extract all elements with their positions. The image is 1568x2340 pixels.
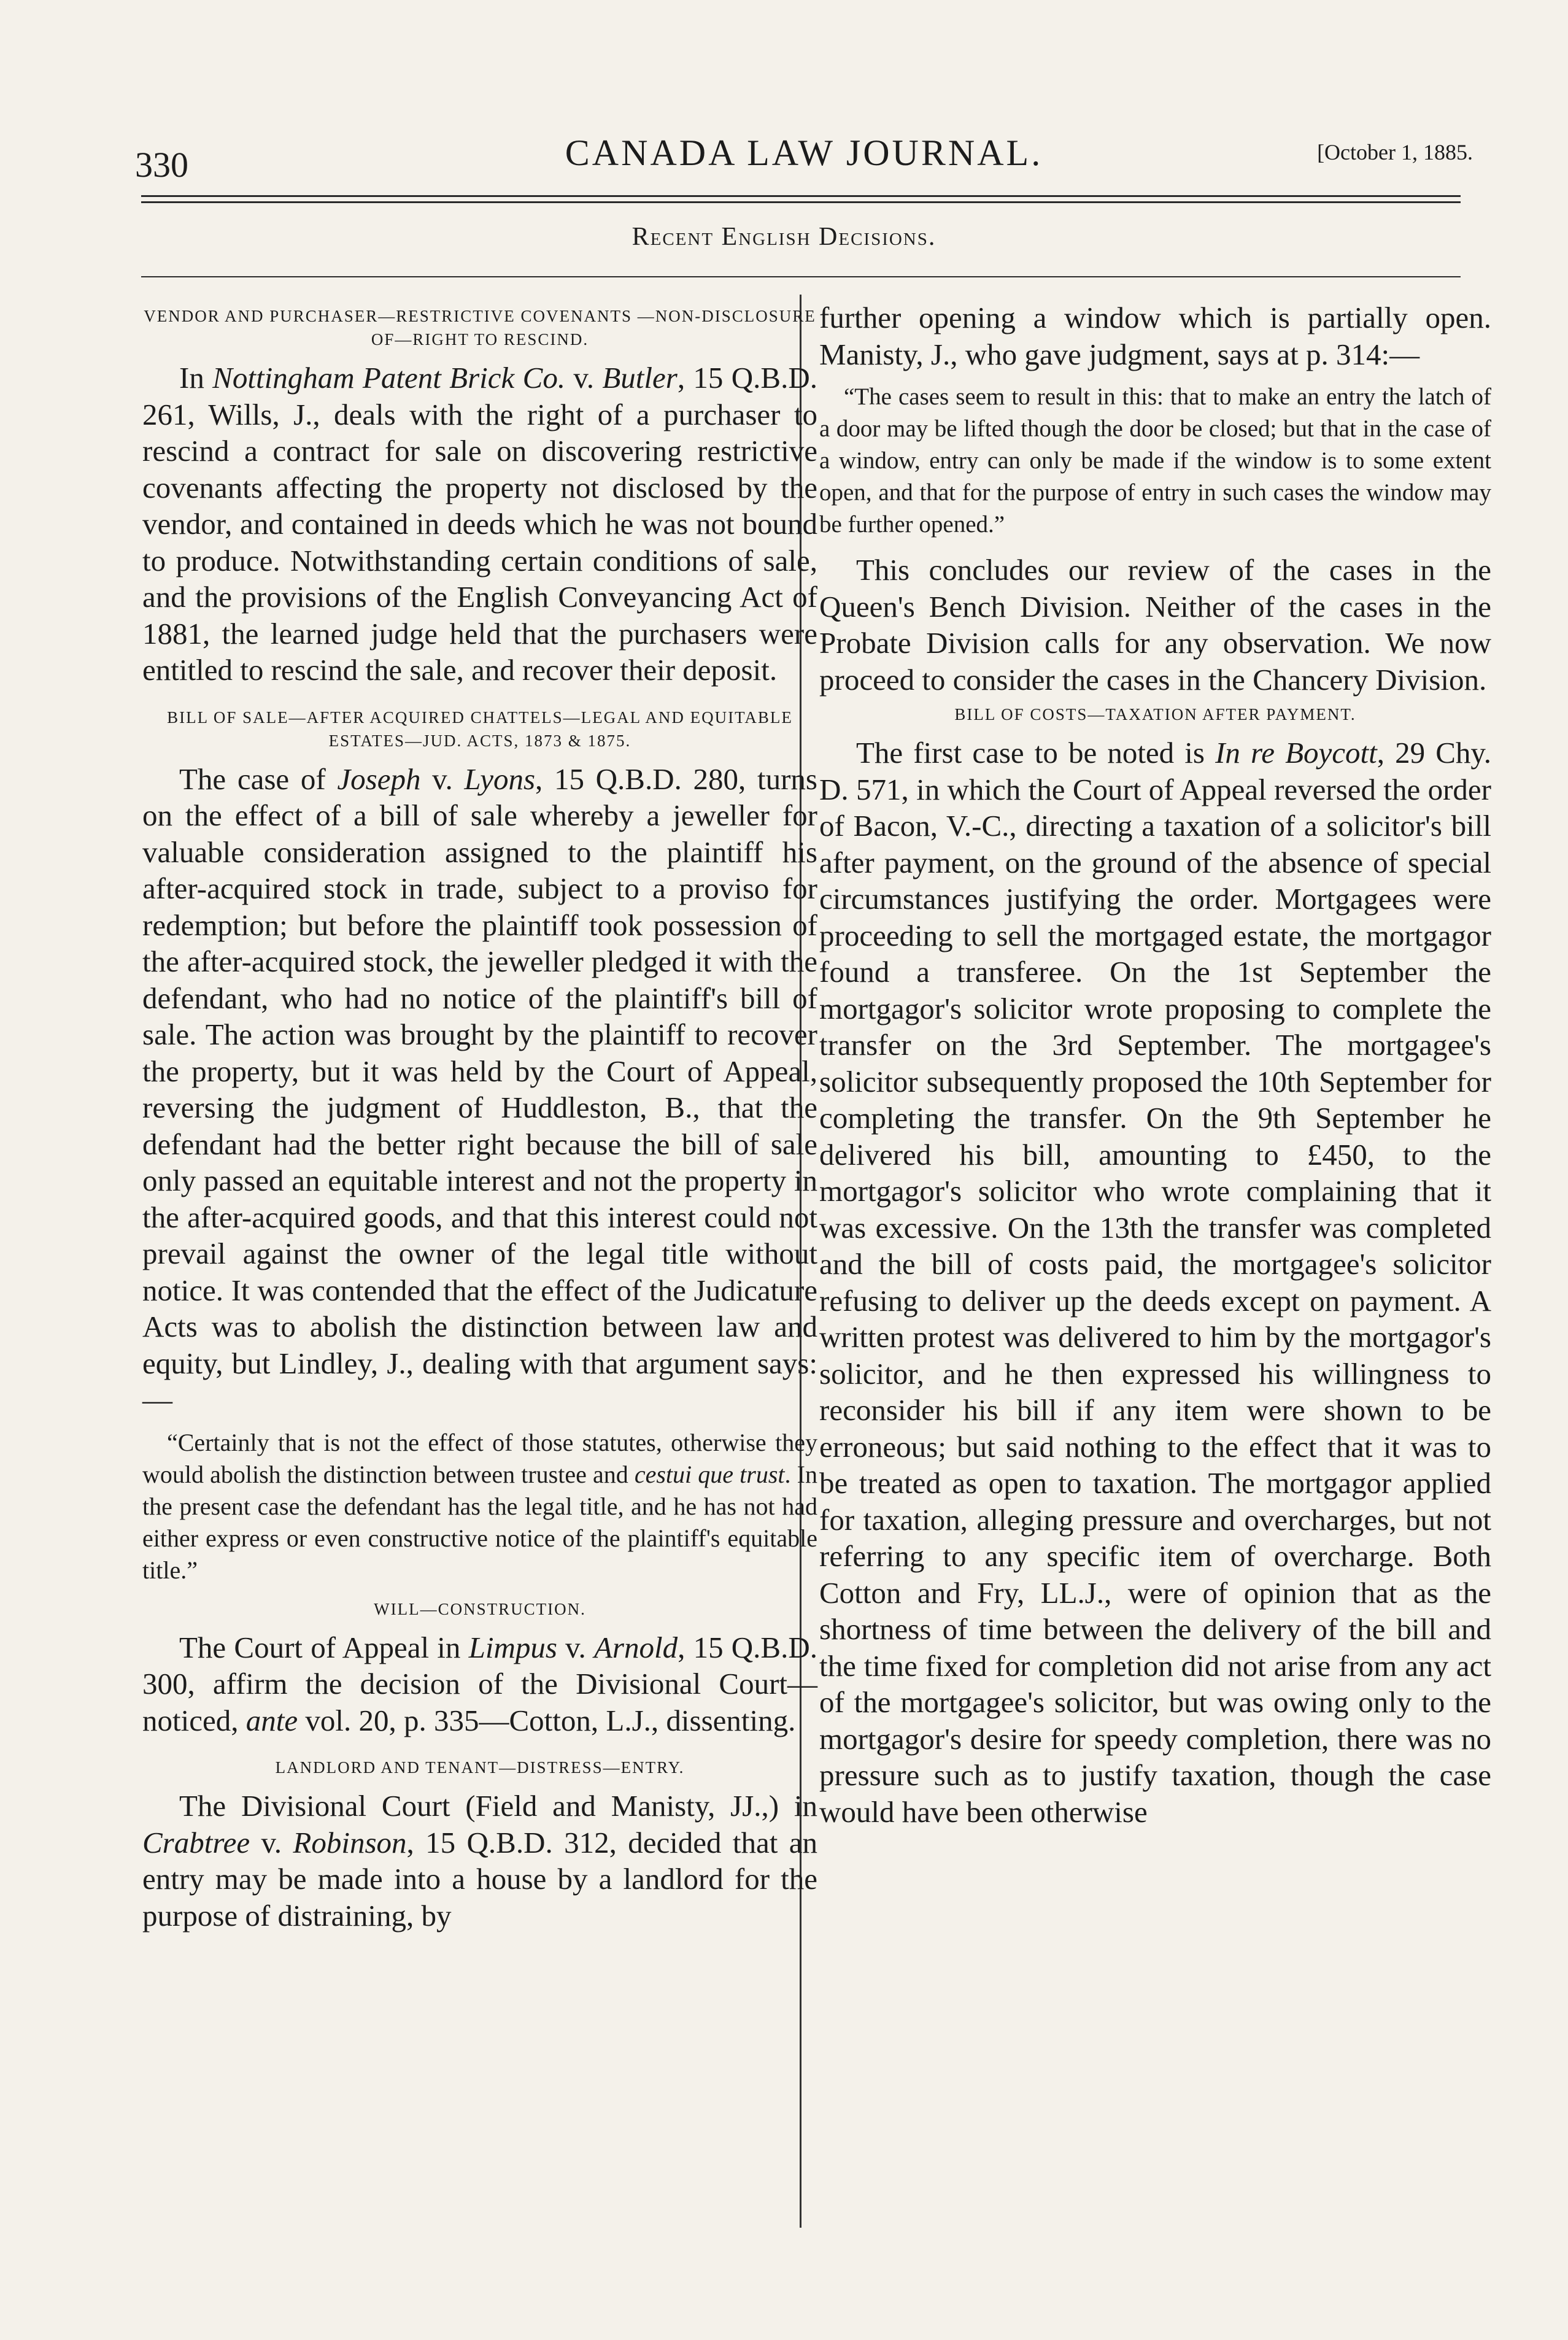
text: In: [179, 361, 213, 395]
text: v.: [420, 762, 465, 796]
text: The first case to be noted is: [856, 736, 1216, 770]
section-rule: [141, 276, 1461, 277]
text: v.: [250, 1825, 293, 1859]
running-head: [135, 126, 1473, 185]
subheading-bill-of-sale: BILL OF SALE—AFTER ACQUIRED CHATTELS—LEGAL AND EQUITABLE ESTATES—JUD. ACTS, 1873 & 1875.: [167, 708, 793, 750]
spacer: [142, 689, 817, 701]
text: The case of: [179, 762, 338, 796]
subheading-vendor-purchaser: VENDOR AND PURCHASER—RESTRICTIVE COVENANTS —NON-DISCLOSURE OF—RIGHT TO RESCIND.: [144, 307, 816, 349]
paragraph: [142, 360, 817, 689]
italic-term: cestui que trust: [634, 1460, 785, 1488]
text: , 15 Q.B.D. 300, affirm the decision of the Divisional Court—noticed,: [142, 1630, 817, 1737]
spacer: [142, 1739, 817, 1751]
text: vol. 20, p. 335—Cotton, L.J., dissenting.: [298, 1703, 796, 1737]
case-name: Joseph: [337, 762, 421, 796]
text: “Certainly that is not the effect of those statutes, otherwise they would abolish the distinction between trustee and: [142, 1428, 817, 1488]
subheading-will-construction: WILL—CONSTRUCTION.: [374, 1599, 586, 1618]
header-rule: [141, 195, 1461, 197]
text: v.: [565, 361, 603, 395]
text: The Divisional Court (Field and Manisty, JJ.,) in: [179, 1789, 817, 1823]
right-column: [819, 299, 1491, 1830]
text: , 15 Q.B.D. 261, Wills, J., deals with the right of a purchaser to rescind a contract for sale on discovering restrictive covenants affecting the property not disclosed by the vendor, and contained in deeds which he was not bound to produce. Notwithstanding certain conditions of sale, and the provisions of the English Conveyancing Act of 1881, the learned judge held that the purchasers were entitled to rescind the sale, and recover their deposit.: [142, 361, 817, 687]
text: , 29 Chy. D. 571, in which the Court of Appeal reversed the order of Bacon, V.-C., directing a taxation of a solicitor's bill after payment, on the ground of the absence of special circumstances justifying the order. Mortgagees were proceeding to sell the mortgaged estate, the mortgagor found a transferee. On the 1st September the mortgagor's solicitor wrote proposing to complete the transfer on the 3rd September. The mortgagee's solicitor subsequently proposed the 10th September for completing the transfer. On the 9th September he delivered his bill, amounting to £450, to the mortgagor's solicitor who wrote complaining that it was excessive. On the 13th the transfer was completed and the bill of costs paid, the mortgagee's solicitor refusing to deliver up the deeds except on payment. A written protest was delivered to him by the mortgagor's solicitor, and he then expressed his willingness to reconsider his bill if any item were shown to be erroneous; but said nothing to the effect that it was to be treated as open to taxation. The mortgagor applied for taxation, alleging pressure and overcharges, but not referring to any specific item of overcharge. Both Cotton and Fry, LL.J., were of opinion that as the shortness of time between the delivery of the bill and the time fixed for completion did not arise from any act of the mortgagee's solicitor, but was owing only to the mortgagor's desire for speedy completion, there was no pressure such as to justify taxation, though the case would have been otherwise: [819, 736, 1491, 1829]
text: , 15 Q.B.D. 280, turns on the effect of a bill of sale whereby a jeweller for valuable consideration assigned to the plaintiff his after-acquired stock in trade, subject to a proviso for redemption; but before the plaintiff took possession of the after-acquired stock, the jeweller pledged it with the defendant, who had no notice of the plaintiff's bill of sale. The action was brought by the plaintiff to recover the property, but it was held by the Court of Appeal, reversing the judgment of Huddleston, B., that the defendant had the better right because the bill of sale only passed an equitable interest and not the property in the after-acquired goods, and that this interest could not prevail against the owner of the legal title without notice. It was contended that the effect of the Judicature Acts was to abolish the distinction between law and equity, but Lindley, J., dealing with that argument says:—: [142, 762, 817, 1416]
case-name: Robinson: [293, 1825, 407, 1859]
paragraph: [142, 1788, 817, 1934]
block-quote: “The cases seem to result in this: that to make an entry the latch of a door may be lifted though the door be closed; but that in the case of a window, entry can only be made if the window is to some extent open, and that for the purpose of entry in such cases the window may be further opened.”: [819, 384, 1491, 538]
paragraph-continued: further opening a window which is partially open. Manisty, J., who gave judgment, says at p. 314:—: [819, 301, 1491, 371]
paragraph: This concludes our review of the cases in the Queen's Bench Division. Neither of the cases in the Probate Division calls for any observation. We now proceed to consider the cases in the Chancery Division.: [819, 553, 1491, 697]
italic-term: ante: [245, 1703, 298, 1737]
paragraph: [142, 1629, 817, 1739]
issue-date: [October 1, 1885.: [1317, 140, 1473, 164]
text: . In the present case the defendant has the legal title, and he has not had either express or even constructive notice of the plaintiff's equitable title.”: [142, 1460, 817, 1584]
section-title: Recent English Decisions.: [631, 223, 937, 251]
text: v.: [557, 1630, 594, 1664]
case-name: Lyons: [464, 762, 536, 796]
journal-title: CANADA LAW JOURNAL.: [565, 133, 1043, 173]
case-name: Arnold: [593, 1630, 678, 1664]
subheading-bill-of-costs: BILL OF COSTS—TAXATION AFTER PAYMENT.: [954, 705, 1356, 724]
case-name: Nottingham Patent Brick Co.: [212, 361, 566, 395]
header-rule-double: [141, 201, 1461, 203]
text: The Court of Appeal in: [179, 1630, 469, 1664]
block-quote: [142, 1427, 817, 1586]
page-number: 330: [135, 145, 188, 185]
case-name: Crabtree: [142, 1825, 250, 1859]
paragraph: [819, 735, 1491, 1830]
left-column: [142, 299, 817, 1934]
paragraph: [142, 761, 817, 1418]
case-name: Butler: [602, 361, 678, 395]
subheading-landlord-tenant: LANDLORD AND TENANT—DISTRESS—ENTRY.: [275, 1758, 685, 1777]
case-name: In re Boycott: [1215, 736, 1377, 770]
text: , 15 Q.B.D. 312, decided that an entry may be made into a house by a landlord for the purpose of distraining, by: [142, 1825, 817, 1933]
case-name: Limpus: [468, 1630, 557, 1664]
